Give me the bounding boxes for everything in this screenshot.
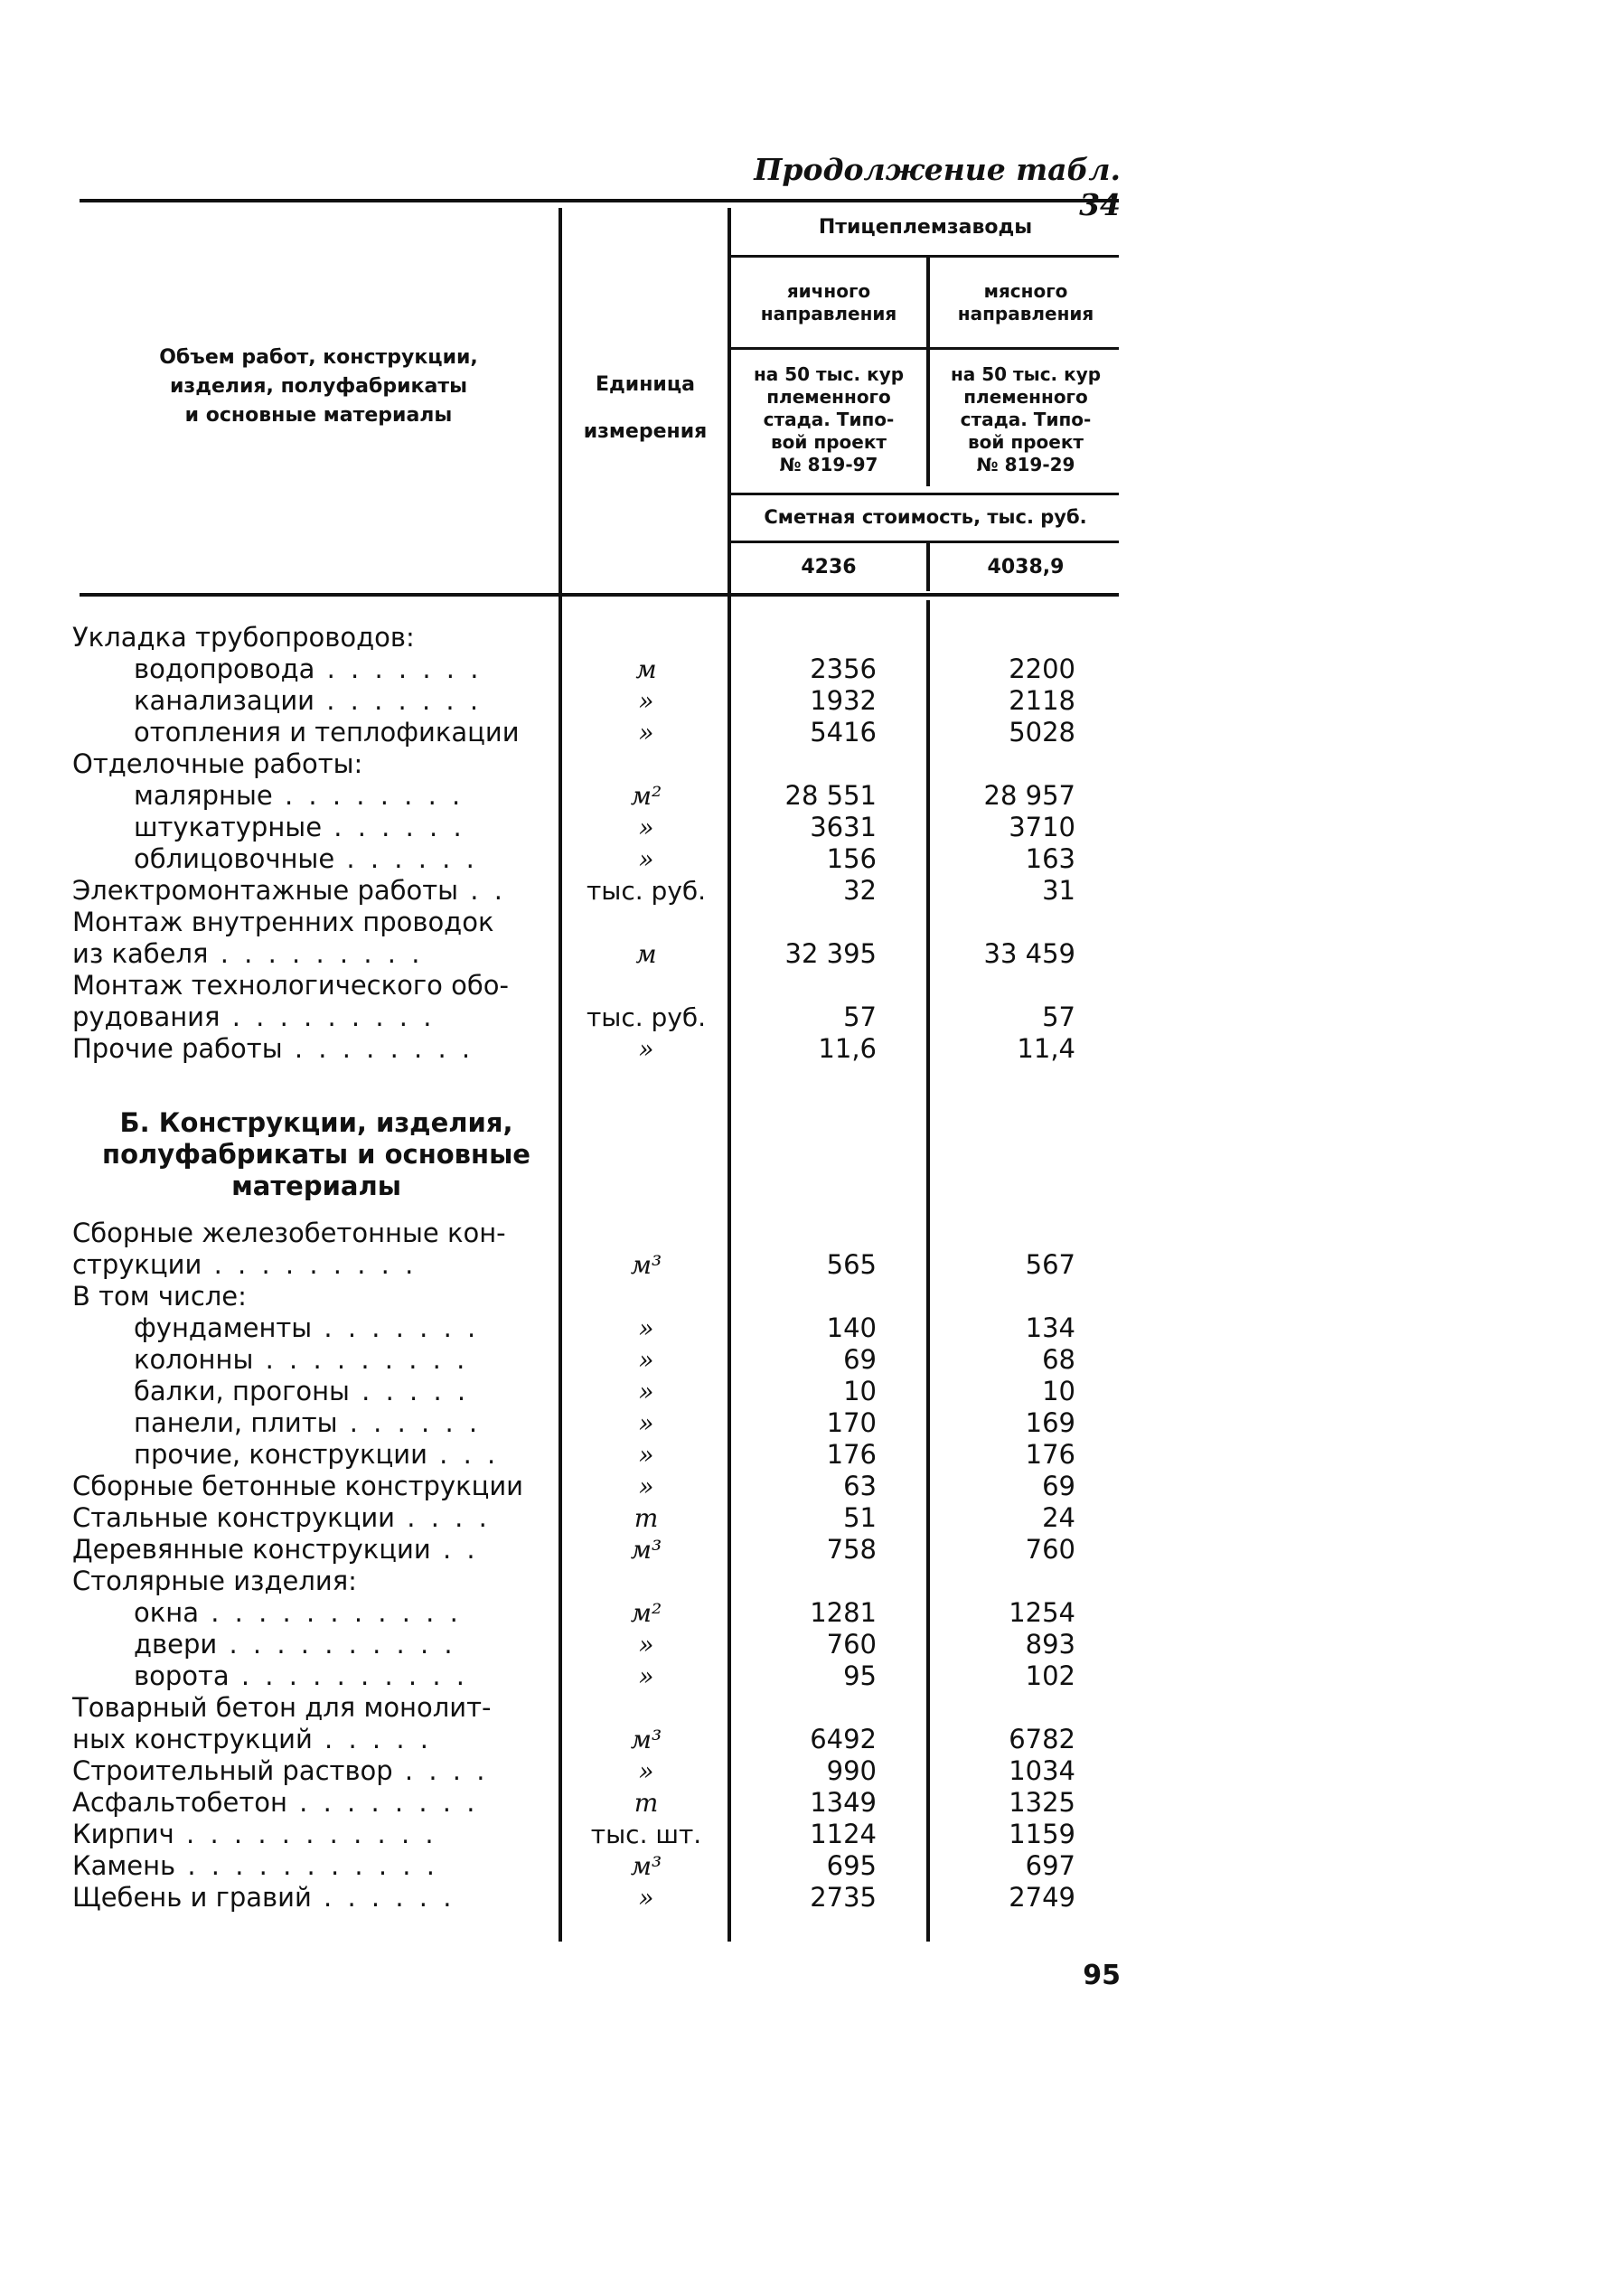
table-row <box>0 970 1121 1002</box>
row-unit: » <box>638 1345 654 1375</box>
table-row <box>0 938 1121 970</box>
value-meat: 697 <box>1025 1850 1075 1881</box>
leader-dots: . . . . . . . . . . <box>229 1660 469 1691</box>
row-label: Столярные изделия: <box>72 1566 357 1596</box>
value-egg: 28 551 <box>784 780 877 811</box>
table-row <box>0 1502 1121 1534</box>
row-unit: » <box>638 1661 654 1691</box>
value-egg: 1349 <box>810 1787 877 1818</box>
value-meat: 68 <box>1042 1344 1075 1375</box>
table-row <box>0 1819 1121 1850</box>
row-unit: » <box>638 1313 654 1343</box>
value-egg: 1932 <box>810 685 877 716</box>
table-row <box>0 1312 1121 1344</box>
leader-dots: . . . . . . . . . <box>220 1002 436 1032</box>
value-meat: 1254 <box>1009 1597 1075 1628</box>
value-meat: 102 <box>1025 1660 1075 1691</box>
group-rule <box>730 255 1119 258</box>
table-row <box>0 875 1121 907</box>
value-meat: 2200 <box>1009 654 1075 684</box>
header-unit-column: Единица измерения <box>583 373 708 443</box>
row-unit: м² <box>630 781 662 811</box>
leader-dots: . . . . . . . <box>312 1312 480 1343</box>
row-unit: » <box>638 1377 654 1406</box>
value-egg: 565 <box>826 1249 877 1280</box>
value-meat: 163 <box>1025 843 1075 874</box>
row-label: Кирпич . . . . . . . . . . . <box>72 1819 437 1849</box>
table-row <box>0 1597 1121 1629</box>
value-meat: 57 <box>1042 1002 1075 1032</box>
row-label: Монтаж внутренних проводок <box>72 907 494 937</box>
page-number: 95 <box>1083 1960 1121 1991</box>
value-meat: 176 <box>1025 1439 1075 1470</box>
table-row <box>0 748 1121 780</box>
row-label: Отделочные работы: <box>72 748 363 779</box>
table-row <box>0 1724 1121 1755</box>
row-label: Строительный раствор . . . . <box>72 1755 489 1786</box>
row-label: В том числе: <box>72 1281 247 1312</box>
leader-dots: . . . . . . <box>311 1882 455 1913</box>
row-unit: » <box>638 718 654 748</box>
value-meat: 33 459 <box>983 938 1075 969</box>
leader-dots: . . . . . . . <box>314 654 483 684</box>
row-unit: » <box>638 844 654 874</box>
value-egg: 990 <box>826 1755 877 1786</box>
header-egg-direction: яичного направления <box>760 280 897 324</box>
table-row <box>0 1787 1121 1819</box>
value-egg: 57 <box>843 1002 877 1032</box>
row-unit: м³ <box>630 1535 662 1565</box>
table-top-rule <box>80 199 1119 202</box>
leader-dots: . . . . . . <box>334 843 478 874</box>
row-unit: » <box>638 1883 654 1913</box>
value-meat: 893 <box>1025 1629 1075 1660</box>
leader-dots: . . . . . <box>349 1376 470 1406</box>
row-unit: » <box>638 1034 654 1064</box>
value-egg: 170 <box>826 1407 877 1438</box>
value-meat: 24 <box>1042 1502 1075 1533</box>
value-egg: 156 <box>826 843 877 874</box>
leader-dots: . . <box>458 875 506 906</box>
row-label: облицовочные . . . . . . <box>134 843 478 874</box>
row-unit: т <box>634 1503 659 1533</box>
table-row <box>0 1534 1121 1566</box>
table-row <box>0 1660 1121 1692</box>
table-row <box>0 1002 1121 1033</box>
table-row <box>0 1850 1121 1882</box>
row-label: штукатурные . . . . . . <box>134 812 465 842</box>
value-meat: 2118 <box>1009 685 1075 716</box>
value-meat: 5028 <box>1009 717 1075 748</box>
row-label: балки, прогоны . . . . . <box>134 1376 470 1406</box>
row-unit: » <box>638 686 654 716</box>
subcolumn-divider-top <box>926 258 930 486</box>
leader-dots: . . . . . . <box>322 812 465 842</box>
table-row <box>0 654 1121 685</box>
header-cost-egg: 4236 <box>801 556 857 578</box>
leader-dots: . . <box>430 1534 479 1565</box>
row-label: Асфальтобетон . . . . . . . . <box>72 1787 479 1818</box>
leader-dots: . . . . . . . . . <box>208 938 424 969</box>
value-egg: 6492 <box>810 1724 877 1754</box>
value-egg: 32 <box>843 875 877 906</box>
subcolumn-divider-cost <box>926 542 930 591</box>
value-meat: 1325 <box>1009 1787 1075 1818</box>
value-egg: 140 <box>826 1312 877 1343</box>
row-unit: м <box>635 654 657 684</box>
table-row <box>0 1281 1121 1312</box>
row-label: Камень . . . . . . . . . . . <box>72 1850 438 1881</box>
leader-dots: . . . . . . <box>337 1407 482 1438</box>
row-label: Укладка трубопроводов: <box>72 622 415 653</box>
leader-dots: . . . . . . . . <box>282 1033 474 1064</box>
leader-dots: . . . . . . . . <box>272 780 465 811</box>
value-meat: 760 <box>1025 1534 1075 1565</box>
table-row <box>0 1033 1121 1065</box>
value-meat: 3710 <box>1009 812 1075 842</box>
row-label: панели, плиты . . . . . . <box>134 1407 482 1438</box>
leader-dots: . . . . <box>395 1502 491 1533</box>
header-cost-label: Сметная стоимость, тыс. руб. <box>764 506 1087 528</box>
header-egg-project: на 50 тыс. кур племенного стада. Типо- вой проект № 819-97 <box>753 363 905 475</box>
value-egg: 5416 <box>810 717 877 748</box>
value-egg: 2735 <box>810 1882 877 1913</box>
table-row <box>0 1629 1121 1660</box>
value-meat: 10 <box>1042 1376 1075 1406</box>
value-egg: 3631 <box>810 812 877 842</box>
value-meat: 134 <box>1025 1312 1075 1343</box>
direction-rule <box>730 347 1119 350</box>
leader-dots: . . . <box>427 1439 500 1470</box>
table-row <box>0 1755 1121 1787</box>
table-row <box>0 1249 1121 1281</box>
leader-dots: . . . . . . . . . . . <box>199 1597 462 1628</box>
value-egg: 758 <box>826 1534 877 1565</box>
row-unit: м³ <box>630 1851 662 1881</box>
table-row <box>0 1882 1121 1914</box>
row-label: Стальные конструкции . . . . <box>72 1502 491 1533</box>
header-meat-project: на 50 тыс. кур племенного стада. Типо- вой проект № 819-29 <box>950 363 1102 475</box>
leader-dots: . . . . . . . . . . <box>217 1629 456 1660</box>
row-unit: тыс. руб. <box>586 1002 707 1032</box>
row-label: из кабеля . . . . . . . . . <box>72 938 424 969</box>
value-egg: 51 <box>843 1502 877 1533</box>
cost-rule <box>730 541 1119 543</box>
value-egg: 1124 <box>810 1819 877 1849</box>
row-unit: м³ <box>630 1250 662 1280</box>
row-label: Деревянные конструкции . . <box>72 1534 479 1565</box>
row-unit: » <box>638 1408 654 1438</box>
value-meat: 1034 <box>1009 1755 1075 1786</box>
value-meat: 6782 <box>1009 1724 1075 1754</box>
table-header-bottom-rule <box>80 593 1119 597</box>
row-label: Прочие работы . . . . . . . . <box>72 1033 474 1064</box>
row-label: Электромонтажные работы . . <box>72 875 506 906</box>
value-egg: 760 <box>826 1629 877 1660</box>
table-row <box>0 685 1121 717</box>
value-egg: 10 <box>843 1376 877 1406</box>
leader-dots: . . . . . <box>312 1724 433 1754</box>
leader-dots: . . . . . . . . . . . <box>174 1819 437 1849</box>
table-row <box>0 780 1121 812</box>
table-row <box>0 1692 1121 1724</box>
row-label: ных конструкций . . . . . <box>72 1724 433 1754</box>
row-unit: тыс. руб. <box>586 876 707 906</box>
header-meat-direction: мясного направления <box>957 280 1094 324</box>
value-meat: 11,4 <box>1017 1033 1075 1064</box>
header-name-column: Объем работ, конструкции, изделия, полуфабрикаты и основные материалы <box>159 346 478 427</box>
value-meat: 169 <box>1025 1407 1075 1438</box>
value-meat: 28 957 <box>983 780 1075 811</box>
value-meat: 1159 <box>1009 1819 1075 1849</box>
leader-dots: . . . . . . . <box>314 685 483 716</box>
row-label: фундаменты . . . . . . . <box>134 1312 480 1343</box>
value-meat: 31 <box>1042 875 1075 906</box>
row-label: рудования . . . . . . . . . <box>72 1002 436 1032</box>
value-egg: 95 <box>843 1660 877 1691</box>
row-label: струкции . . . . . . . . . <box>72 1249 418 1280</box>
value-meat: 69 <box>1042 1471 1075 1501</box>
row-label: прочие, конструкции . . . <box>134 1439 500 1470</box>
row-unit: тыс. шт. <box>590 1820 702 1849</box>
row-unit: м³ <box>630 1725 662 1754</box>
row-label: водопровода . . . . . . . <box>134 654 483 684</box>
row-unit: » <box>638 1756 654 1786</box>
table-row <box>0 1376 1121 1407</box>
header-group: Птицеплемзаводы <box>818 216 1033 239</box>
table-row <box>0 812 1121 843</box>
table-row <box>0 1407 1121 1439</box>
table-row <box>0 1566 1121 1597</box>
row-unit: » <box>638 1472 654 1501</box>
value-egg: 11,6 <box>818 1033 877 1064</box>
value-egg: 69 <box>843 1344 877 1375</box>
leader-dots: . . . . . . . . <box>286 1787 479 1818</box>
leader-dots: . . . . . . . . . <box>202 1249 418 1280</box>
row-label: Товарный бетон для монолит- <box>72 1692 492 1723</box>
table-row <box>0 1218 1121 1249</box>
table-row <box>0 622 1121 654</box>
project-rule <box>730 493 1119 495</box>
row-unit: » <box>638 1440 654 1470</box>
row-label: Монтаж технологического обо- <box>72 970 509 1001</box>
section-b-heading: Б. Конструкции, изделия, полуфабрикаты и основные материалы <box>102 1107 530 1201</box>
row-label: окна . . . . . . . . . . . <box>134 1597 462 1628</box>
table-row <box>0 1471 1121 1502</box>
row-label: малярные . . . . . . . . <box>134 780 465 811</box>
row-unit: м² <box>630 1598 662 1628</box>
table-row <box>0 843 1121 875</box>
row-label: отопления и теплофикации <box>134 717 520 748</box>
value-egg: 1281 <box>810 1597 877 1628</box>
value-meat: 567 <box>1025 1249 1075 1280</box>
table-row <box>0 717 1121 748</box>
row-label: колонны . . . . . . . . . <box>134 1344 469 1375</box>
leader-dots: . . . . . . . . . . . <box>175 1850 438 1881</box>
value-egg: 2356 <box>810 654 877 684</box>
row-unit: т <box>634 1788 659 1818</box>
row-unit: » <box>638 813 654 842</box>
table-row <box>0 1439 1121 1471</box>
value-egg: 32 395 <box>784 938 877 969</box>
table-row <box>0 1344 1121 1376</box>
row-label: Сборные бетонные конструкции <box>72 1471 524 1501</box>
row-unit: » <box>638 1630 654 1660</box>
row-label: канализации . . . . . . . <box>134 685 483 716</box>
value-egg: 63 <box>843 1471 877 1501</box>
value-egg: 695 <box>826 1850 877 1881</box>
header-cost-meat: 4038,9 <box>987 556 1065 578</box>
leader-dots: . . . . <box>392 1755 489 1786</box>
row-label: двери . . . . . . . . . . <box>134 1629 456 1660</box>
table-row <box>0 907 1121 938</box>
value-egg: 176 <box>826 1439 877 1470</box>
row-label: Сборные железобетонные кон- <box>72 1218 506 1248</box>
row-unit: м <box>635 939 657 969</box>
leader-dots: . . . . . . . . . <box>253 1344 469 1375</box>
row-label: Щебень и гравий . . . . . . <box>72 1882 455 1913</box>
table-caption: Продолжение табл. 34 <box>754 152 1121 222</box>
value-meat: 2749 <box>1009 1882 1075 1913</box>
row-label: ворота . . . . . . . . . . <box>134 1660 469 1691</box>
